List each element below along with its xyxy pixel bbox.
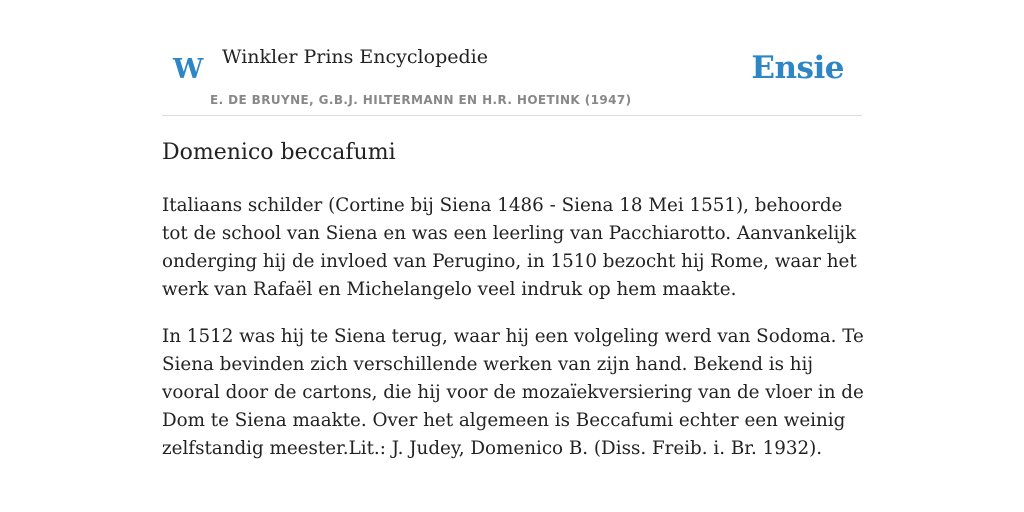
article-title: Domenico beccafumi bbox=[162, 140, 396, 165]
encyclopedia-title[interactable]: Winkler Prins Encyclopedie bbox=[222, 46, 488, 68]
article-paragraph: Italiaans schilder (Cortine bij Siena 1486 - Siena 18 Mei 1551), behoorde tot de school van Siena en was een leerling van Pacchiarotto. Aanvankelijk onderging hij de invloed van Perugino, in 1510 bezocht hij Rome, waar het werk van Rafaël en Michelangelo veel indruk op hem maakte. bbox=[162, 195, 857, 300]
ensie-logo[interactable]: Ensie bbox=[751, 50, 844, 86]
encyclopedia-authors: E. DE BRUYNE, G.B.J. HILTERMANN EN H.R. HOETINK (1947) bbox=[210, 93, 632, 107]
winkler-prins-logo-icon[interactable]: W bbox=[173, 54, 204, 85]
encyclopedia-header bbox=[162, 40, 862, 116]
article-body bbox=[162, 192, 867, 482]
article-paragraph: In 1512 was hij te Siena terug, waar hij een volgeling werd van Sodoma. Te Siena bevinden zich verschillende werken van zijn hand. Bekend is hij vooral door de cartons, die hij voor de mozaïekversiering van de vloer in de Dom te Siena maakte. Over het algemeen is Beccafumi echter een weinig zelfstandig meester.Lit.: J. Judey, Domenico B. (Diss. Freib. i. Br. 1932). bbox=[162, 326, 864, 459]
